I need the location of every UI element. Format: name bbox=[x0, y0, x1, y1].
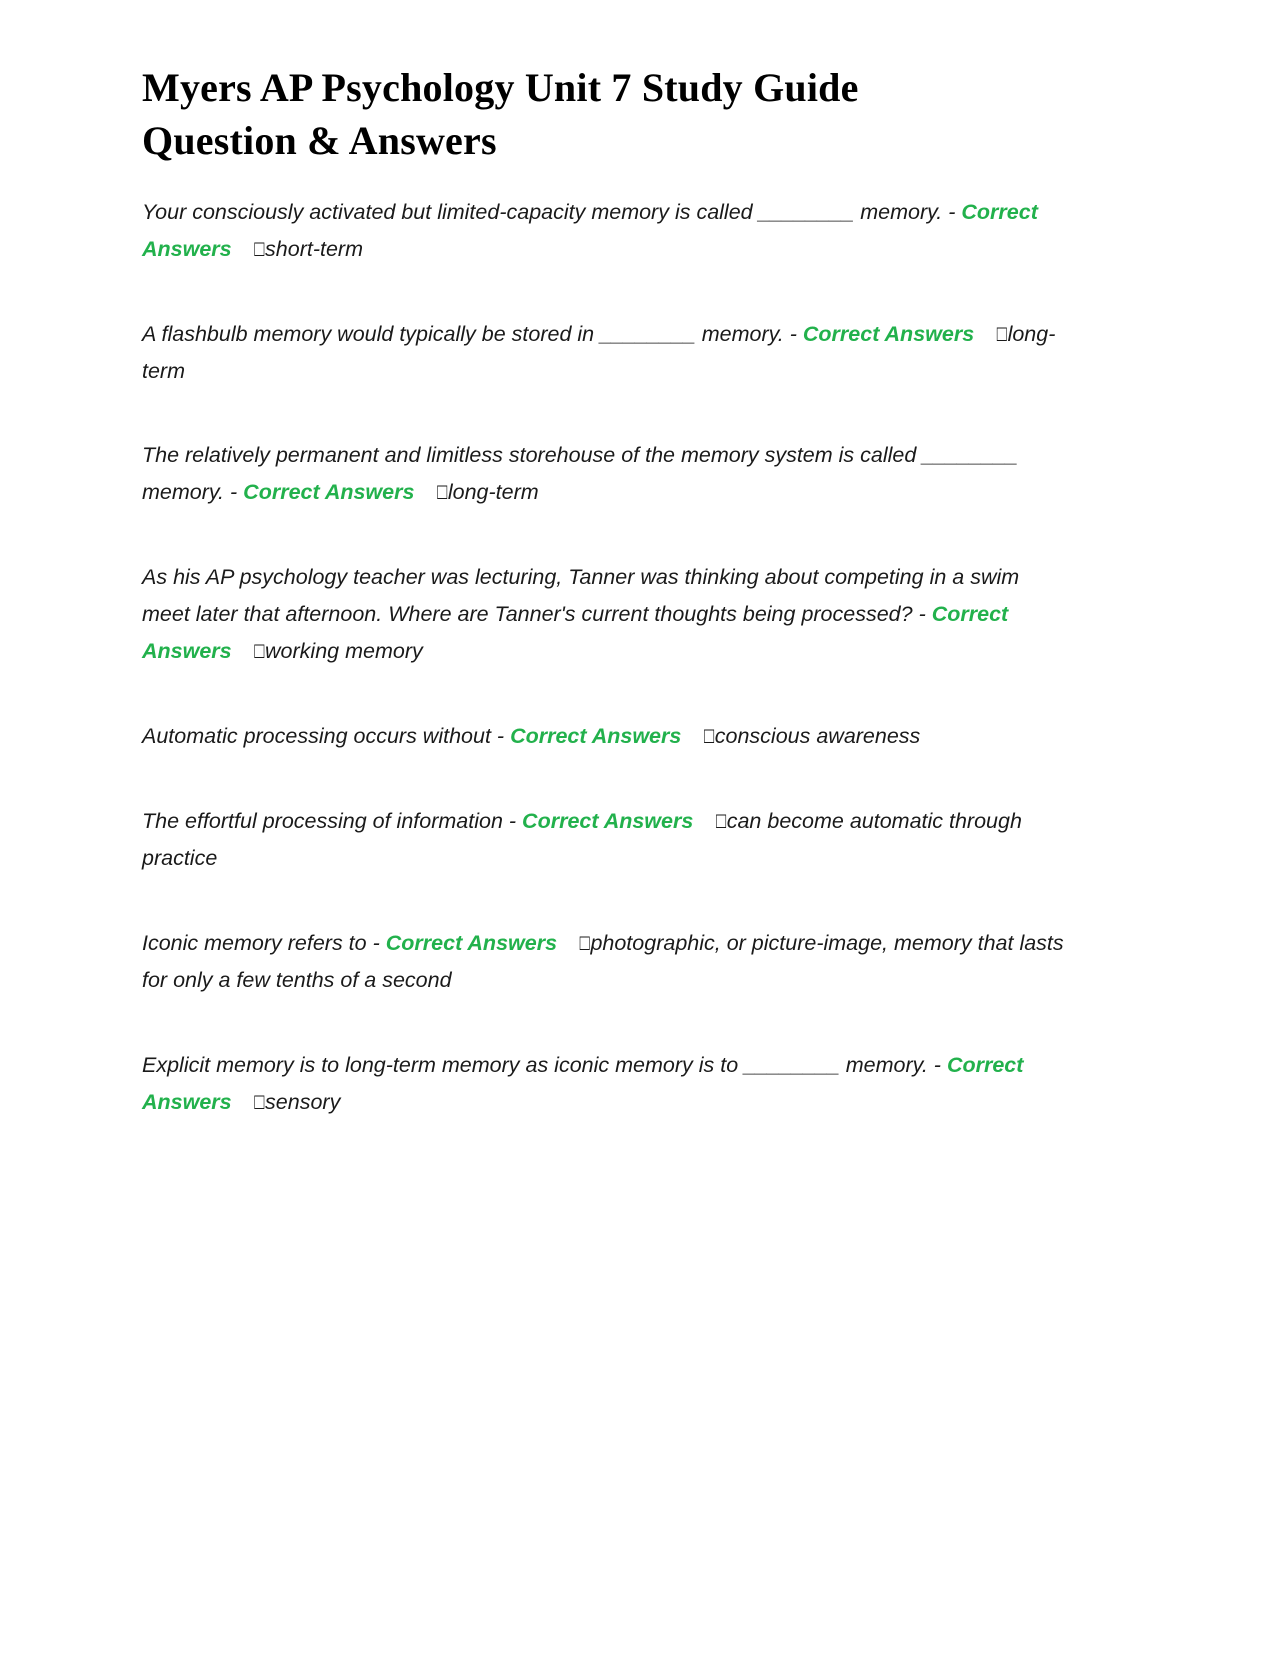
separator: - bbox=[508, 809, 517, 834]
answer-text: conscious awareness bbox=[714, 724, 921, 749]
question-text: Your consciously activated but limited-capacity memory is called ________ memory. bbox=[142, 199, 943, 224]
correct-answers-label: Correct Answers bbox=[522, 809, 694, 834]
list-item bbox=[142, 559, 1072, 670]
question-text: As his AP psychology teacher was lecturing, Tanner was thinking about competing in a swim meet later that afternoon. Where are Tanner's current thoughts being processed? bbox=[142, 565, 1020, 627]
separator: - bbox=[948, 199, 956, 224]
list-item bbox=[142, 437, 1072, 511]
answer-text: can become automatic through practice bbox=[142, 809, 1022, 871]
answer-marker-icon: ⎕ bbox=[579, 933, 591, 956]
separator: - bbox=[918, 602, 926, 627]
list-item bbox=[142, 925, 1072, 999]
correct-answers-label: Correct Answers bbox=[142, 602, 1009, 664]
separator: - bbox=[496, 724, 505, 749]
question-answer-list bbox=[142, 194, 1142, 1122]
answer-text: sensory bbox=[265, 1090, 341, 1115]
answer-marker-icon: ⎕ bbox=[253, 641, 266, 664]
answer-marker-icon: ⎕ bbox=[715, 811, 727, 834]
answer-marker-icon: ⎕ bbox=[253, 1092, 266, 1115]
answer-marker-icon: ⎕ bbox=[436, 482, 448, 505]
list-item bbox=[142, 194, 1072, 268]
separator: - bbox=[789, 321, 797, 346]
question-text: A flashbulb memory would typically be stored in ________ memory. bbox=[142, 321, 784, 346]
answer-text: working memory bbox=[265, 639, 423, 664]
separator: - bbox=[933, 1053, 941, 1078]
correct-answers-label: Correct Answers bbox=[142, 1053, 1024, 1115]
question-text: The effortful processing of information bbox=[142, 809, 503, 834]
question-text: Explicit memory is to long-term memory as iconic memory is to ________ memory. bbox=[142, 1053, 928, 1078]
answer-marker-icon: ⎕ bbox=[996, 323, 1008, 346]
question-text: Iconic memory refers to bbox=[142, 931, 367, 956]
separator: - bbox=[372, 931, 380, 956]
answer-text: long-term bbox=[447, 480, 539, 505]
question-text: The relatively permanent and limitless storehouse of the memory system is called ________ memory. bbox=[142, 443, 1018, 505]
answer-text: short-term bbox=[265, 236, 363, 261]
answer-text: photographic, or picture-image, memory that lasts for only a few tenths of a second bbox=[142, 931, 1064, 993]
separator: - bbox=[230, 480, 238, 505]
list-item bbox=[142, 316, 1072, 390]
answer-marker-icon: ⎕ bbox=[703, 726, 715, 749]
correct-answers-label: Correct Answers bbox=[142, 199, 1038, 261]
list-item bbox=[142, 718, 1072, 755]
list-item bbox=[142, 803, 1072, 877]
correct-answers-label: Correct Answers bbox=[510, 724, 682, 749]
question-text: Automatic processing occurs without bbox=[142, 724, 491, 749]
correct-answers-label: Correct Answers bbox=[802, 321, 975, 346]
list-item bbox=[142, 1047, 1072, 1121]
correct-answers-label: Correct Answers bbox=[385, 931, 558, 956]
answer-text: long-term bbox=[142, 321, 1056, 383]
answer-marker-icon: ⎕ bbox=[253, 238, 266, 261]
correct-answers-label: Correct Answers bbox=[243, 480, 415, 505]
page-title: Myers AP Psychology Unit 7 Study Guide Question & Answers bbox=[142, 65, 859, 163]
